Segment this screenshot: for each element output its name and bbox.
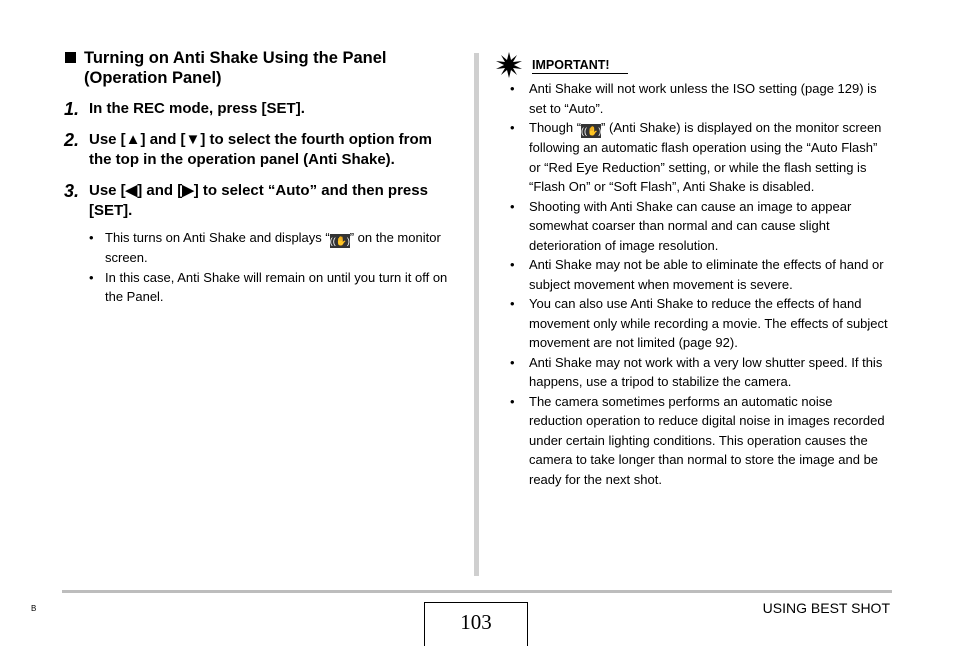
step-text: Use [▲] and [▼] to select the fourth option from the top in the operation panel (Anti Shake). [89,131,433,168]
step-3 [64,181,459,221]
list-item: • You can also use Anti Shake to reduce the effects of hand movement only while recording a movie. The effects of subject movement are not limited (page 92). [496,294,889,353]
important-header [496,54,896,76]
list-item: • Anti Shake may not work with a very low shutter speed. If this happens, use a tripod to stabilize the camera. [496,353,889,392]
step-3-notes [89,228,459,307]
note-text: This turns on Anti Shake and displays “ [105,230,330,245]
section-heading-text: Turning on Anti Shake Using the Panel (Operation Panel) [84,49,387,87]
anti-shake-icon: ((✋)) [581,126,605,136]
step-number: 3. [64,181,80,201]
step-text: Use [◀] and [▶] to select “Auto” and then press [SET]. [89,182,428,219]
page-number: 103 [424,602,528,646]
list-item [89,228,459,268]
list-item [496,118,889,197]
starburst-icon [496,52,522,78]
list-item: • Anti Shake will not work unless the ISO setting (page 129) is set to “Auto”. [496,79,889,118]
footer-rule [62,590,892,593]
important-list [496,79,896,489]
step-1 [64,99,459,119]
step-2 [64,130,459,170]
section-heading [64,48,459,88]
important-title: IMPORTANT! [532,58,628,74]
note-text: Though “ [529,120,582,135]
note-text: ” (Anti Shake) is displayed on the monitor screen following an automatic flash operation using the “Auto Flash” or “Red Eye Reduction” setting, or while the flash setting is “Flash On” or “Soft Flash”, Anti Shake is disabled. [529,120,882,194]
step-number: 2. [64,130,80,150]
anti-shake-icon: ((✋)) [329,236,353,246]
step-text: In the REC mode, press [SET]. [89,100,305,117]
important-box [496,54,896,489]
left-column [64,48,459,307]
corner-mark: B [31,604,37,613]
list-item: • Shooting with Anti Shake can cause an image to appear somewhat coarser than normal and can cause slight deterioration of image resolution. [496,197,889,256]
section-title: USING BEST SHOT [762,600,890,616]
list-item: • Anti Shake may not be able to eliminate the effects of hand or subject movement when movement is severe. [496,255,889,294]
column-divider [474,53,479,576]
list-item: • In this case, Anti Shake will remain on until you turn it off on the Panel. [89,268,459,307]
list-item: • The camera sometimes performs an automatic noise reduction operation to reduce digital noise in images recorded under certain lighting conditions. This operation causes the camera to take longer than normal to store the image and be ready for the next shot. [496,392,889,490]
step-number: 1. [64,99,80,119]
note-text: ” on the monitor screen. [105,230,441,265]
square-bullet-icon [65,52,76,63]
